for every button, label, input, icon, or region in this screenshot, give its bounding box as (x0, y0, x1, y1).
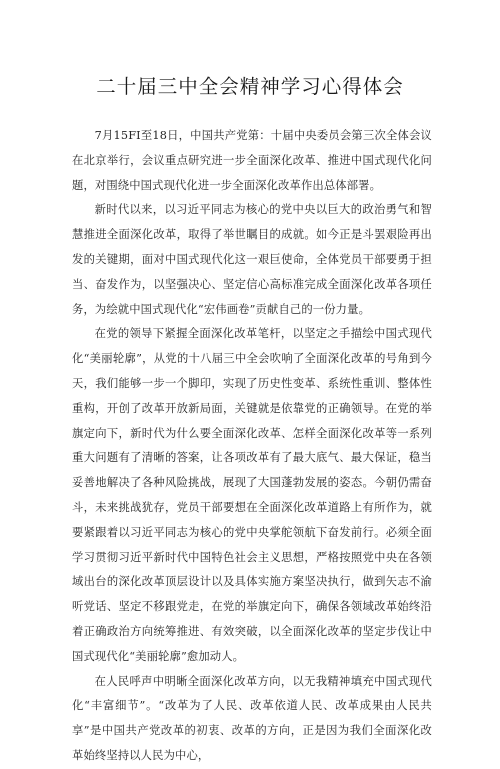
paragraph-1: 7月15FI至18日，中国共产党第：十届中央委员会第三次全体会议在北京举行，会议重点研究进一步全面深化改革、推进中国式现代化问题，对围绕中国式现代化进一步全面深化改革作出总体部署。 (72, 129, 432, 192)
paragraph-3: 在党的领导下紧握全面深化改革笔杆，以坚定之手描绘中国式现代化“美丽轮廓”，从党的十八届三中全会吹响了全面深化改革的号角到今天，我们能够一步一个脚印，实现了历史性变革、系统性重训、整体性重构，开创了改革开放新局面，关键就是依靠党的正确领导。在党的举旗定向下，新时代为什么要全面深化改革、怎样全面深化改革等一系列重大问题有了清晰的答案，让各项改革有了最大底气、最大保证，稳当妥善地解决了各种风险挑战，展现了大国蓬勃发展的姿态。今朝仍需奋斗，未来挑战犹存，党员干部要想在全面深化改革道路上有所作为，就要紧跟着以习近平同志为核心的党中央掌舵领航下奋发前行。必须全面学习贯彻习近平新时代中国特色社会主义思想，严格按照党中央在各领域出台的深化改革顶层设计以及具体实施方案坚决执行，做到矢志不渝听党话、坚定不移跟党走，在党的举旗定向下，确保各领域改革始终沿着正确政治方向统筹推进、有效突破，以全面深化改革的坚定步伐让中国式现代化“美丽轮廓”愈加动人。 (72, 327, 432, 663)
paragraph-2: 新时代以来，以习近平同志为核心的党中央以巨大的政治勇气和智慧推进全面深化改革，取得了举世瞩目的成就。如今正是斗罢艰险再出发的关键期，面对中国式现代化这一艰巨使命，全体党员干部要勇于担当、奋发作为，以坚强决心、坚定信心高标准完成全面深化改革各项任务，为绘就中国式现代化“宏伟画卷”贡献自己的一份力量。 (72, 203, 432, 316)
document-body (72, 124, 432, 769)
document-title: 二十届三中全会精神学习心得体会 (96, 75, 404, 99)
paragraph-4: 在人民呼声中明晰全面深化改革方向，以无我精神填充中国式现代化“丰富细节”。“改革为了人民、改革依道人民、改革成果由人民共享”是中国共产党改革的初衷、改革的方向，正是因为我们全面深化改革始终坚持以人民为中心， (72, 674, 432, 762)
